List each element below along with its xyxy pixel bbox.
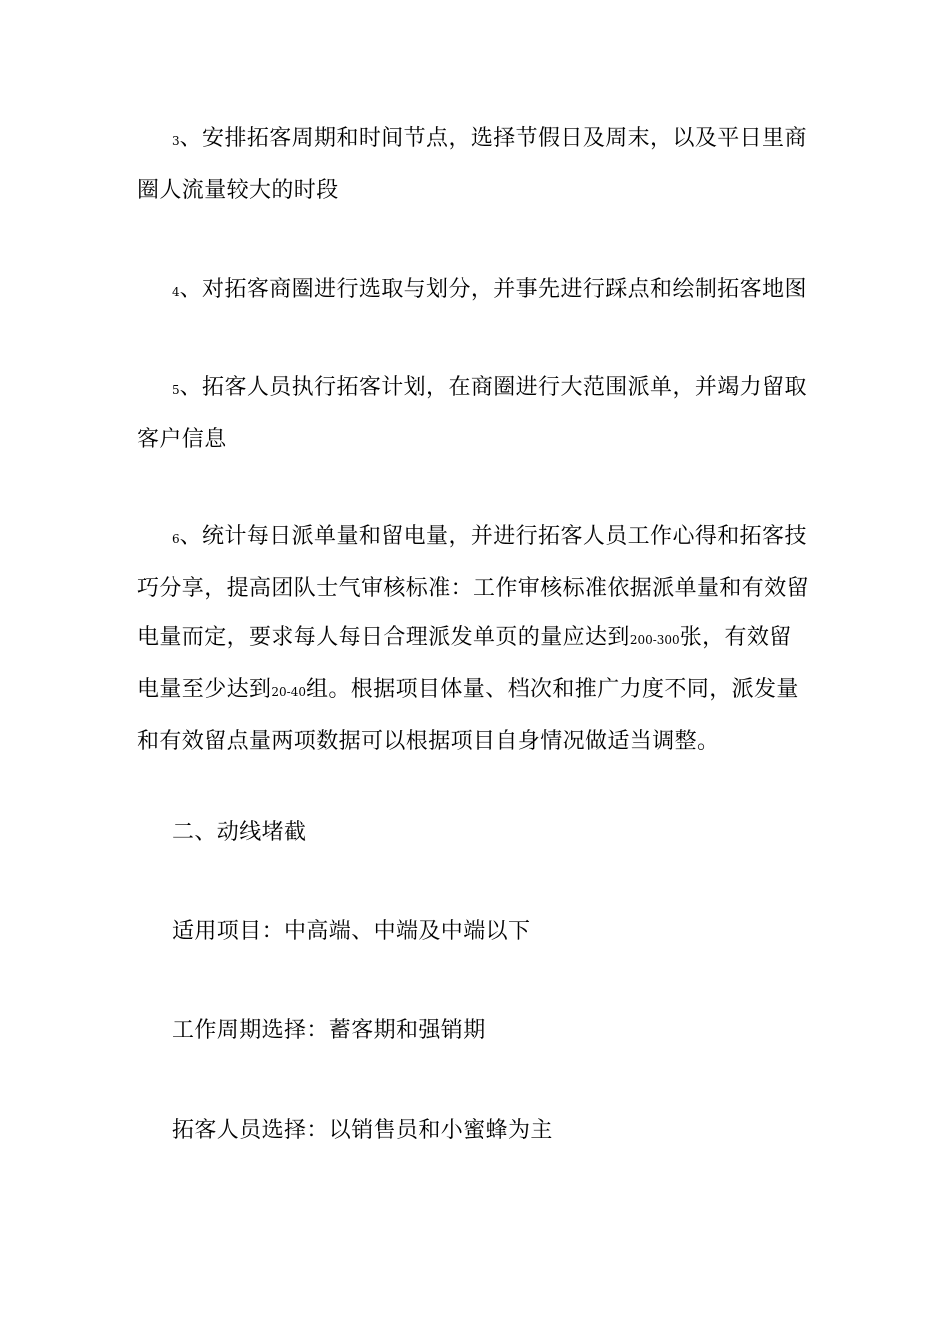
- staff-selection: [137, 1106, 817, 1155]
- paragraph-text: 电量至少达到: [137, 677, 272, 702]
- paragraph-step-5: [137, 363, 817, 464]
- paragraph-line: [137, 363, 817, 415]
- applicable-projects-text: 适用项目：中高端、中端及中端以下: [172, 919, 531, 944]
- paragraph-text: 张，有效留: [679, 625, 792, 650]
- step-number: 5: [172, 383, 180, 397]
- step-number: 3: [172, 134, 180, 148]
- paragraph-text: 、对拓客商圈进行选取与划分，并事先进行踩点和绘制拓客地图: [179, 277, 807, 302]
- work-period-text: 工作周期选择：蓄客期和强销期: [172, 1018, 486, 1043]
- paragraph-text: 、拓客人员执行拓客计划，在商圈进行大范围派单，并竭力留取: [179, 375, 807, 400]
- paragraph-line: [137, 512, 817, 564]
- work-period: [137, 1006, 817, 1055]
- paragraph-step-6: [137, 512, 817, 766]
- paragraph-line: [137, 114, 817, 166]
- paragraph-line: 巧分享，提高团队士气审核标准：工作审核标准依据派单量和有效留: [137, 576, 810, 601]
- section-heading-text: 二、动线堵截: [172, 820, 307, 845]
- paragraph-text: 、统计每日派单量和留电量，并进行拓客人员工作心得和拓客技: [179, 524, 807, 549]
- paragraph-line: 和有效留点量两项数据可以根据项目自身情况做适当调整。: [137, 729, 720, 754]
- section-heading: [137, 808, 817, 857]
- paragraph-text: 电量而定，要求每人每日合理派发单页的量应达到: [137, 625, 630, 650]
- staff-selection-text: 拓客人员选择：以销售员和小蜜蜂为主: [172, 1118, 553, 1143]
- quantity-number: 200-300: [629, 633, 680, 647]
- paragraph-line: 客户信息: [137, 427, 227, 452]
- quantity-number: 20-40: [271, 685, 306, 699]
- paragraph-step-3: [137, 114, 817, 215]
- paragraph-line: [137, 613, 817, 665]
- paragraph-step-4: [137, 265, 817, 317]
- applicable-projects: [137, 907, 817, 956]
- step-number: 6: [172, 532, 180, 546]
- paragraph-line: 圈人流量较大的时段: [137, 178, 339, 203]
- paragraph-text: 、安排拓客周期和时间节点，选择节假日及周末，以及平日里商: [179, 126, 807, 151]
- paragraph-line: [137, 665, 817, 717]
- paragraph-text: 组。根据项目体量、档次和推广力度不同，派发量: [306, 677, 799, 702]
- step-number: 4: [172, 285, 180, 299]
- paragraph-line: [137, 265, 817, 317]
